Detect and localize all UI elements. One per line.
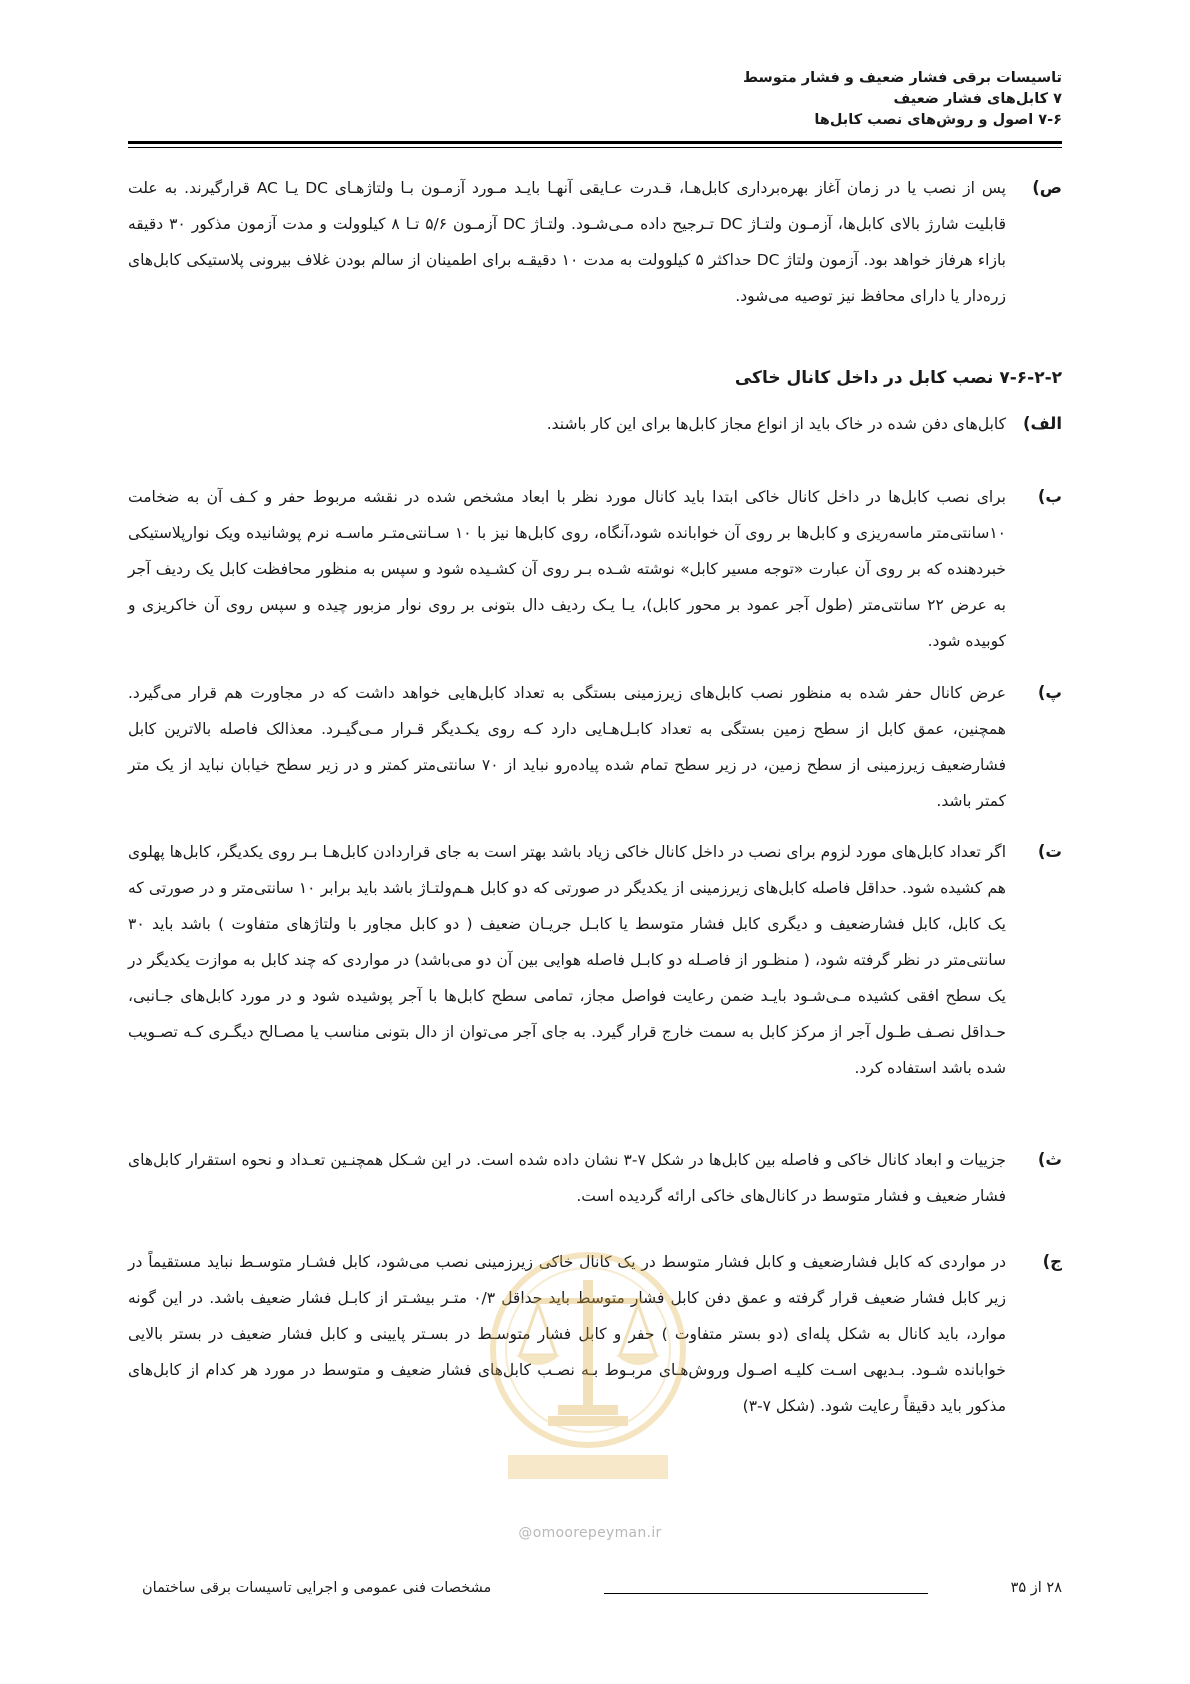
footer-document-title: مشخصات فنی عمومی و اجرایی تاسیسات برقی ساختمان xyxy=(142,1580,492,1596)
clause-label: ج) xyxy=(1042,1252,1062,1271)
clause-sad xyxy=(128,170,1062,314)
clause-label: ب) xyxy=(1037,487,1062,506)
header-rule-thin xyxy=(128,147,1062,148)
clause-text: در مواردی که کابل فشارضعیف و کابل فشار متوسط در یک کانال خاکی زیرزمینی نصب می‌شود، کابل فشـار متوسـط نباید مستقیماً در زیر کابل فشار ضعیف قرار گرفته و عمق دفن کابل فشار متوسط باید حداقل ۰/۳ متـر بیشـتر از کابـل فشار ضعیف باشد. در این گونه موارد، باید کانال به شکل پله‌ای (دو بستر متفاوت ) حفر و کابل فشار متوسـط در بسـتر پایینی و کابل فشار ضعیف در بستر بالایی خوابانده شـود. بـدیهی اسـت کلیـه اصـول وروش‌هـای مربـوط بـه نصـب کابل‌های فشار ضعیف و متوسط در مورد هر کدام از کابل‌های مذکور باید دقیقاً رعایت شود. (شکل ۷-۳) xyxy=(128,1253,1006,1415)
watermark-text: @omoorepeyman.ir xyxy=(518,1525,662,1541)
running-header xyxy=(128,68,1062,131)
footer-rule xyxy=(604,1593,928,1594)
header-line-3: ۷-۶ اصول و روش‌های نصب کابل‌ها xyxy=(814,112,1062,128)
clause-be xyxy=(128,479,1062,659)
page-number: ۲۸ از ۳۵ xyxy=(1010,1580,1062,1596)
clause-pe xyxy=(128,675,1062,819)
clause-text: پس از نصب یا در زمان آغاز بهره‌برداری کابل‌هـا، قـدرت عـایقی آنهـا بایـد مـورد آزمـون بـا ولتاژهـای DC یـا AC قرارگیرند. به علت قابلیت شارژ بالای کابل‌ها، آزمـون ولتـاژ DC تـرجیح داده مـی‌شـود. ولتـاژ DC آزمـون ۵/۶ تـا ۸ کیلوولت و مدت آزمون مذکور ۳۰ دقیقه بازاء هرفاز خواهد بود. آزمون ولتاژ DC حداکثر ۵ کیلوولت به مدت ۱۰ دقیقـه برای اطمینان از سالم بودن غلاف بیرونی پلاستیکی کابل‌های زره‌دار یا دارای محافظ نیز توصیه می‌شود. xyxy=(128,179,1006,305)
clause-jim xyxy=(128,1244,1062,1424)
clause-text: برای نصب کابل‌ها در داخل کانال خاکی ابتدا باید کانال مورد نظر با ابعاد مشخص شده در نقشه مربوط حفر و کـف آن به ضخامت ۱۰سانتی‌متر ماسه‌ریزی و کابل‌ها بر روی آن خوابانده شود،آنگاه، روی کابل‌ها نیز با ۱۰ سـانتی‌متـر ماسـه نرم پوشانیده ویک نوارپلاستیکی خبردهنده که بر روی آن عبارت «توجه مسیر کابل» نوشته شـده بـر روی آن کشـیده شود و سپس به منظور محافظت کابل یک ردیف آجر به عرض ۲۲ سانتی‌متر (طول آجر عمود بر محور کابل)، یـا یـک ردیف دال بتونی بر روی نوار مزبور چیده و سپس روی آن خاکریزی و کوبیده شود. xyxy=(128,488,1006,650)
clause-label: ص) xyxy=(1032,178,1062,197)
clause-text: اگر تعداد کابل‌های مورد لزوم برای نصب در داخل کانال خاکی زیاد باشد بهتر است به جای قراردادن کابل‌هـا بـر روی یکدیگر، کابل‌ها پهلوی هم کشیده شود. حداقل فاصله کابل‌های زیرزمینی از یکدیگر در صورتی که دو کابل هـم‌ولتـاژ باشد باید برابر ۱۰ سانتی‌متر و در صورتی که یک کابل، کابل فشارضعیف و دیگری کابل فشار متوسط یا کابـل جریـان ضعیف ( دو کابل مجاور با ولتاژهای متفاوت ) باشد باید ۳۰ سانتی‌متر در نظر گرفته شود، ( منظـور از فاصـله دو کابـل فاصله هوایی بین آن دو می‌باشد) در مواردی که چند کابل به موازت یکدیگر در یک سطح افقی کشیده مـی‌شـود بایـد ضمن رعایت فواصل مجاز، تمامی سطح کابل‌ها با آجر پوشیده شود و در مورد کابل‌های جـانبی، حـداقل نصـف طـول آجر از مرکز کابل به سمت خارج قرار گیرد. به جای آجر می‌توان از دال بتونی مناسب یا مصـالح دیگـری کـه تصـویب شده باشد استفاده کرد. xyxy=(128,843,1006,1077)
clause-alef xyxy=(128,406,1062,442)
clause-label: الف) xyxy=(1022,414,1062,433)
clause-label: پ) xyxy=(1037,683,1062,702)
header-line-2: ۷ کابل‌های فشار ضعیف xyxy=(893,91,1062,107)
clause-label: ت) xyxy=(1037,842,1062,861)
clause-text: کابل‌های دفن شده در خاک باید از انواع مجاز کابل‌ها برای این کار باشند. xyxy=(546,415,1006,433)
clause-text: عرض کانال حفر شده به منظور نصب کابل‌های زیرزمینی بستگی به تعداد کابل‌هایی خواهد داشت که در مجاورت هم قرار می‌گیرد. همچنین، عمق کابل از سطح زمین بستگی به تعداد کابـل‌هـایی دارد کـه روی یکـدیگر قـرار مـی‌گیـرد. معذالک فاصله بالاترین کابل فشارضعیف زیرزمینی از سطح زمین، در زیر سطح تمام شده پیاده‌رو نباید از ۷۰ سانتی‌متر کمتر و در زیر سطح خیابان نباید از یک متر کمتر باشد. xyxy=(128,684,1006,810)
clause-te xyxy=(128,834,1062,1086)
page-footer xyxy=(128,1580,1062,1604)
header-rule-thick xyxy=(128,141,1062,144)
clause-se xyxy=(128,1142,1062,1214)
section-heading: ۷-۶-۲-۲ نصب کابل در داخل کانال خاکی xyxy=(734,368,1062,388)
header-line-1: تاسیسات برقی فشار ضعیف و فشار متوسط xyxy=(742,70,1062,86)
clause-text: جزییات و ابعاد کانال خاکی و فاصله بین کابل‌ها در شکل ۷-۳ نشان داده شده است. در این شـکل همچنـین تعـداد و نحوه استقرار کابل‌های فشار ضعیف و فشار متوسط در کانال‌های خاکی ارائه گردیده است. xyxy=(128,1151,1006,1205)
clause-label: ث) xyxy=(1037,1150,1062,1169)
